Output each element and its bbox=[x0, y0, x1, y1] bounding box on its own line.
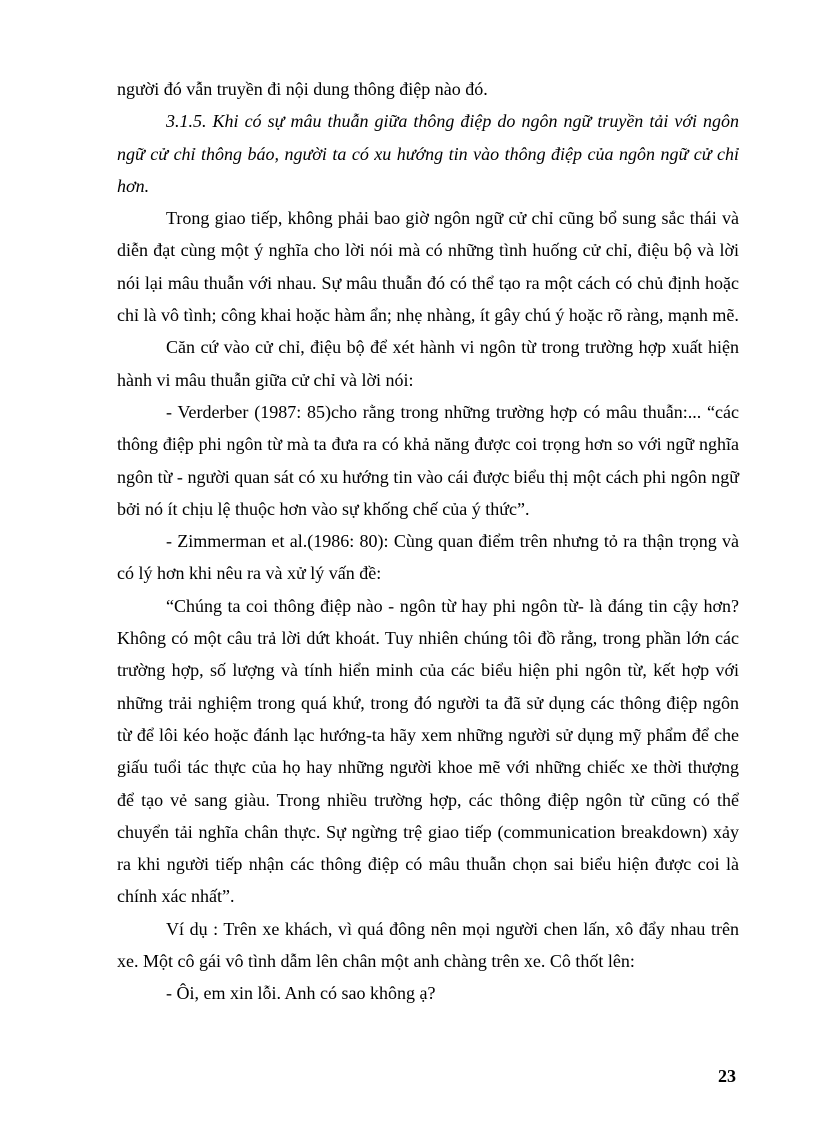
paragraph-dialogue: - Ôi, em xin lỗi. Anh có sao không ạ? bbox=[166, 983, 436, 1004]
paragraph-verderber: - Verderber (1987: 85)cho rằng trong những trường hợp có mâu thuẫn:... “các thông điệp phi ngôn từ mà ta đưa ra có khả năng được coi trọng hơn so với ngữ nghĩa ngôn từ - người quan sát có xu hướng tin vào cái được biểu thị một cách phi ngôn ngữ bởi nó ít chịu lệ thuộc hơn vào sự khống chế của ý thức”. bbox=[117, 401, 739, 519]
paragraph-continuation: người đó vẫn truyền đi nội dung thông điệp nào đó. bbox=[117, 79, 488, 99]
paragraph-contradiction-intro: Trong giao tiếp, không phải bao giờ ngôn ngữ cử chỉ cũng bổ sung sắc thái và diễn đạt cùng một ý nghĩa cho lời nói mà có những tình huống cử chỉ, điệu bộ và lời nói lại mâu thuẫn với nhau. Sự mâu thuẫn đó có thể tạo ra một cách có chủ định hoặc chỉ là vô tình; công khai hoặc hàm ẩn; nhẹ nhàng, ít gây chú ý hoặc rõ ràng, mạnh mẽ. bbox=[117, 208, 739, 326]
page-body bbox=[117, 73, 739, 1010]
paragraph-quotation: “Chúng ta coi thông điệp nào - ngôn từ hay phi ngôn từ- là đáng tin cậy hơn? Không có một câu trả lời dứt khoát. Tuy nhiên chúng tôi đồ rằng, trong phần lớn các trường hợp, số lượng và tính hiển minh của các biểu hiện phi ngôn từ, kết hợp với những trải nghiệm trong quá khứ, trong đó người ta đã sử dụng các thông điệp ngôn từ để lôi kéo hoặc đánh lạc hướng-ta hãy xem những người sử dụng mỹ phẩm để che giấu tuổi tác thực của họ hay những người khoe mẽ với những chiếc xe thời thượng để tạo vẻ sang giàu. Trong nhiều trường hợp, các thông điệp ngôn từ cũng có thể chuyển tải nghĩa chân thực. Sự ngừng trệ giao tiếp (communication breakdown) xảy ra khi người tiếp nhận các thông điệp có mâu thuẫn chọn sai biểu hiện được coi là chính xác nhất”. bbox=[117, 595, 739, 907]
paragraph-zimmerman: - Zimmerman et al.(1986: 80): Cùng quan điểm trên nhưng tỏ ra thận trọng và có lý hơn khi nêu ra và xử lý vấn đề: bbox=[117, 531, 739, 584]
section-heading-3-1-5: 3.1.5. Khi có sự mâu thuẫn giữa thông điệp do ngôn ngữ truyền tải với ngôn ngữ cử chỉ thông báo, người ta có xu hướng tin vào thông điệp của ngôn ngữ cử chỉ hơn. bbox=[117, 111, 739, 196]
page-number: 23 bbox=[718, 1066, 736, 1086]
paragraph-example: Ví dụ : Trên xe khách, vì quá đông nên mọi người chen lấn, xô đẩy nhau trên xe. Một cô gái vô tình dẫm lên chân một anh chàng trên xe. Cô thốt lên: bbox=[117, 918, 739, 972]
paragraph-basis: Căn cứ vào cử chỉ, điệu bộ để xét hành vi ngôn từ trong trường hợp xuất hiện hành vi mâu thuẫn giữa cử chỉ và lời nói: bbox=[117, 337, 739, 390]
